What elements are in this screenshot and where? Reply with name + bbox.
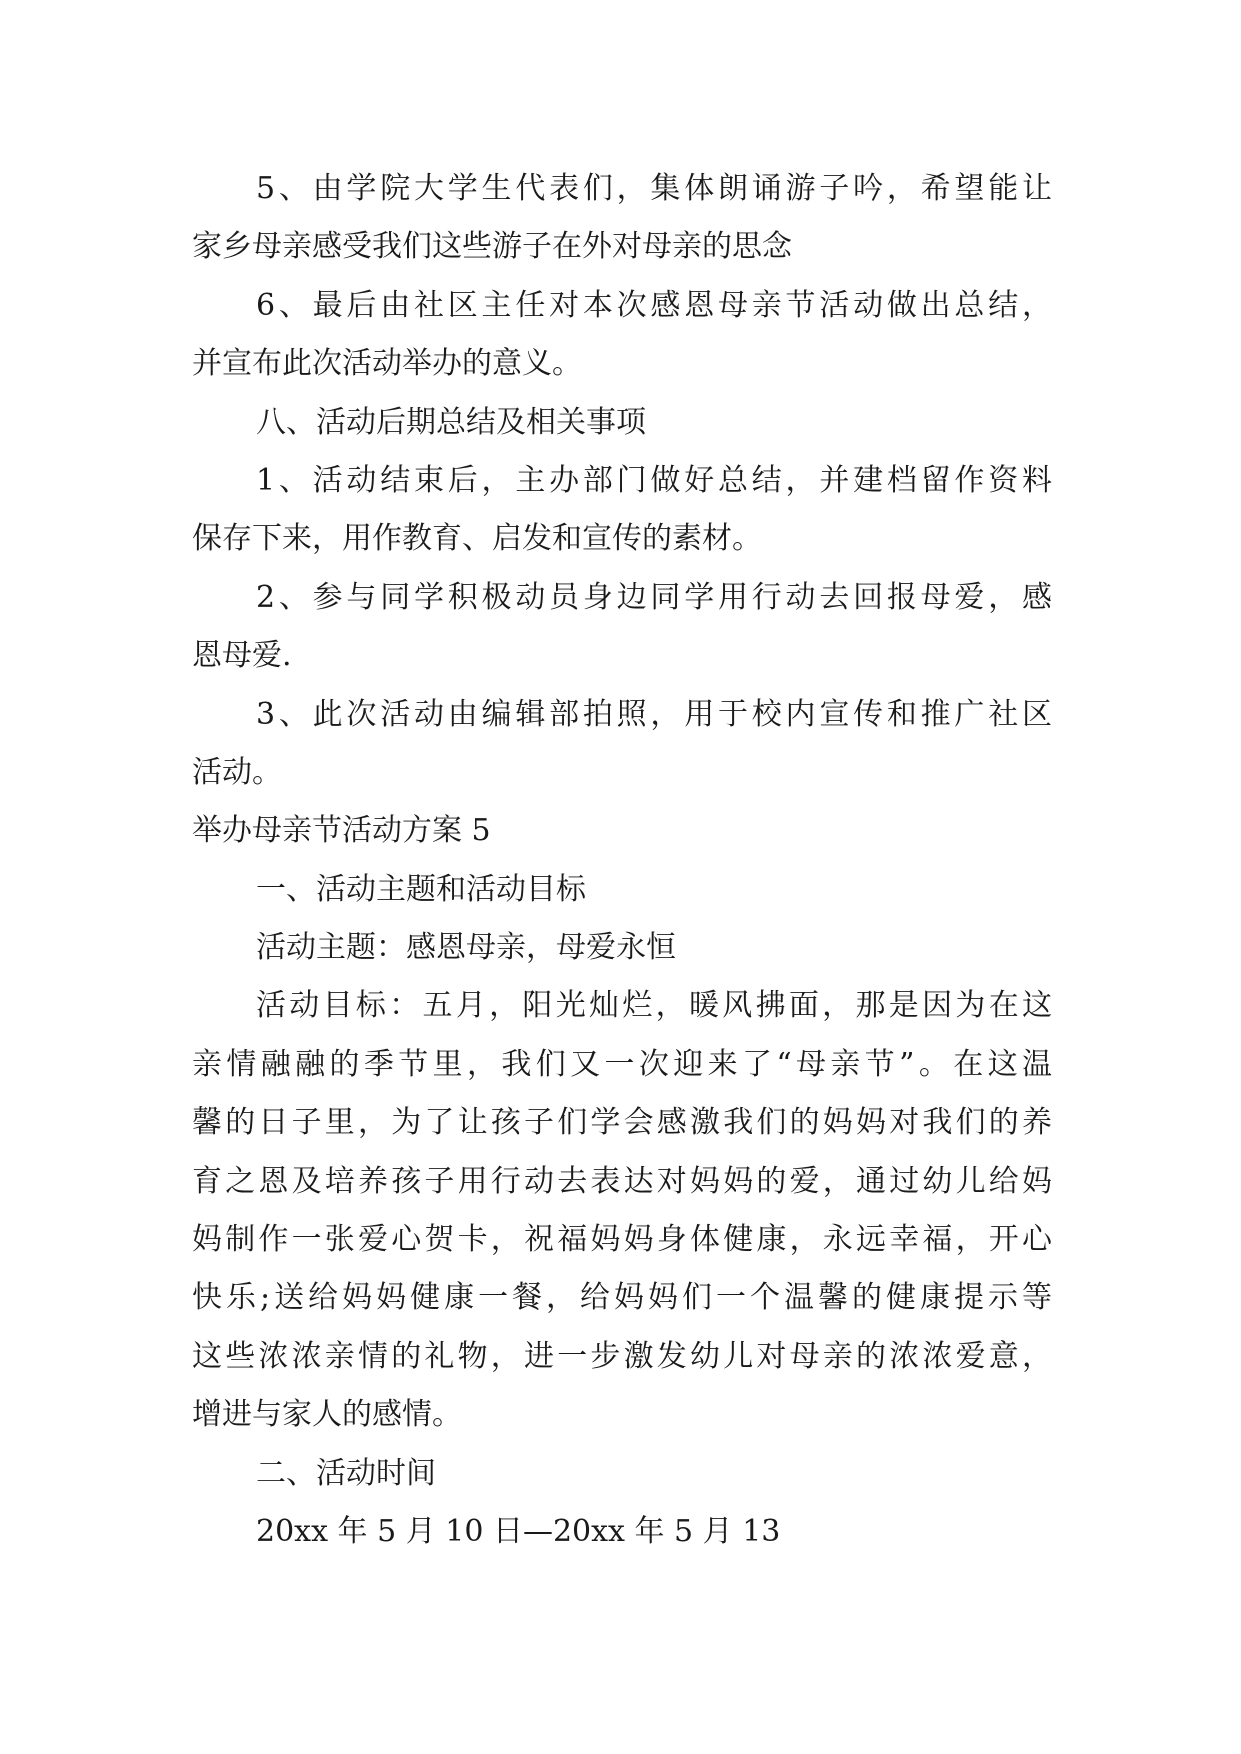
section-heading: 一、活动主题和活动目标	[256, 871, 586, 907]
paragraph-line: 增进与家人的感情。	[192, 1397, 462, 1433]
paragraph-line: 恩母爱.	[192, 638, 292, 674]
paragraph-line: 1、活动结束后，主办部门做好总结，并建档留作资料	[256, 462, 1052, 498]
paragraph-line: 馨的日子里，为了让孩子们学会感激我们的妈妈对我们的养	[192, 1105, 1052, 1141]
paragraph-line: 并宣布此次活动举办的意义。	[192, 346, 582, 382]
body-text	[192, 160, 1052, 1561]
paragraph-line: 活动。	[192, 754, 282, 790]
paragraph-line: 5、由学院大学生代表们，集体朗诵游子吟，希望能让	[256, 171, 1052, 206]
paragraph-line: 活动主题：感恩母亲，母爱永恒	[256, 930, 676, 966]
paragraph-line: 亲情融融的季节里，我们又一次迎来了“母亲节”。在这温	[192, 1046, 1052, 1082]
document-title: 举办母亲节活动方案 5	[192, 813, 491, 849]
paragraph-line: 6、最后由社区主任对本次感恩母亲节活动做出总结，	[256, 287, 1052, 323]
paragraph-line: 快乐;送给妈妈健康一餐，给妈妈们一个温馨的健康提示等	[192, 1280, 1052, 1316]
paragraph-line: 活动目标：五月，阳光灿烂，暖风拂面，那是因为在这	[256, 988, 1052, 1024]
paragraph-line: 保存下来，用作教育、启发和宣传的素材。	[192, 521, 762, 557]
paragraph-line: 3、此次活动由编辑部拍照，用于校内宣传和推广社区	[256, 696, 1052, 732]
date-range: 20xx 年 5 月 10 日—20xx 年 5 月 13	[256, 1513, 781, 1549]
paragraph-line: 育之恩及培养孩子用行动去表达对妈妈的爱，通过幼儿给妈	[192, 1163, 1052, 1199]
section-heading: 八、活动后期总结及相关事项	[256, 404, 646, 440]
section-heading: 二、活动时间	[256, 1455, 436, 1491]
paragraph-line: 妈制作一张爱心贺卡，祝福妈妈身体健康，永远幸福，开心	[192, 1222, 1052, 1258]
paragraph-line: 2、参与同学积极动员身边同学用行动去回报母爱，感	[256, 579, 1052, 615]
paragraph-line: 这些浓浓亲情的礼物，进一步激发幼儿对母亲的浓浓爱意，	[192, 1338, 1052, 1374]
paragraph-line: 家乡母亲感受我们这些游子在外对母亲的思念	[192, 229, 792, 265]
